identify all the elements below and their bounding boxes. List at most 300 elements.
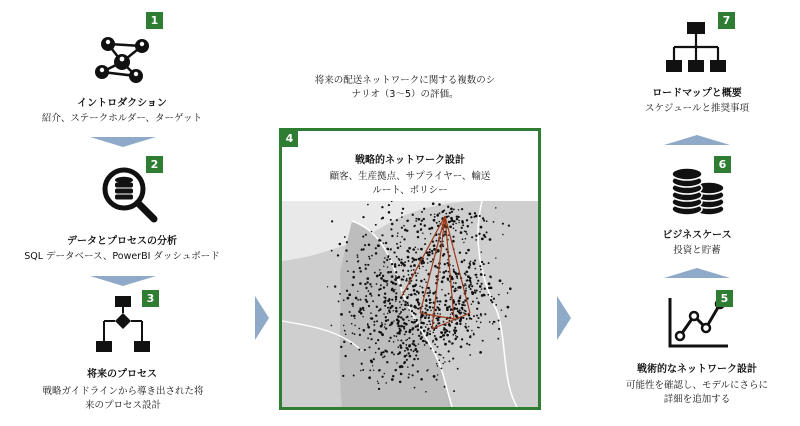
location-dot <box>465 287 467 289</box>
location-dot <box>402 319 404 321</box>
location-dot <box>426 258 428 260</box>
location-dot <box>418 335 420 337</box>
location-dot <box>406 316 408 318</box>
location-dot <box>391 305 394 308</box>
location-dot <box>476 321 478 323</box>
location-dot <box>414 225 416 227</box>
arrow-right-right <box>557 296 571 340</box>
location-dot <box>364 349 366 351</box>
location-dot <box>384 305 386 307</box>
location-dot <box>488 262 490 264</box>
location-dot <box>452 240 455 243</box>
location-dot <box>406 220 408 222</box>
location-dot <box>420 228 422 230</box>
location-dot <box>483 219 485 221</box>
location-dot <box>421 262 423 264</box>
location-dot <box>401 227 403 229</box>
location-dot <box>383 242 385 244</box>
hierarchy-icon <box>666 22 726 74</box>
location-dot <box>439 300 441 302</box>
location-dot <box>453 290 456 293</box>
location-dot <box>433 329 435 331</box>
intro-text-line1: 将来の配送ネットワークに関する複数のシ <box>314 75 496 86</box>
location-dot <box>429 323 431 325</box>
location-dot <box>439 212 441 214</box>
location-dot <box>415 294 416 295</box>
location-dot <box>397 235 399 237</box>
step-badge-7: 7 <box>718 12 735 29</box>
location-dot <box>359 307 361 309</box>
location-dot <box>400 373 403 376</box>
location-dot <box>446 334 449 337</box>
location-dot <box>461 338 463 340</box>
location-dot <box>390 248 392 250</box>
location-dot <box>369 283 371 285</box>
location-dot <box>418 308 420 310</box>
location-dot <box>435 351 437 353</box>
location-dot <box>451 211 453 213</box>
location-dot <box>476 314 478 316</box>
location-dot <box>489 275 491 277</box>
location-dot <box>461 208 463 210</box>
location-dot <box>432 341 434 343</box>
location-dot <box>454 288 456 290</box>
location-dot <box>433 219 436 222</box>
location-dot <box>422 340 424 342</box>
location-dot <box>378 388 380 390</box>
location-dot <box>412 285 415 288</box>
location-dot <box>342 375 344 377</box>
location-dot <box>428 251 431 254</box>
location-dot <box>367 337 369 339</box>
location-dot <box>400 325 403 328</box>
location-dot <box>372 365 373 366</box>
location-dot <box>363 309 365 311</box>
location-dot <box>428 228 431 231</box>
location-dot <box>368 346 370 348</box>
location-dot <box>463 242 464 243</box>
location-dot <box>413 312 415 314</box>
location-dot <box>382 217 385 220</box>
location-dot <box>455 335 456 336</box>
location-dot <box>373 324 375 326</box>
location-dot <box>413 358 415 360</box>
location-dot <box>385 327 387 329</box>
location-dot <box>424 243 426 245</box>
location-dot <box>352 332 354 334</box>
location-dot <box>403 300 405 302</box>
location-dot <box>401 265 403 267</box>
location-dot <box>437 346 439 348</box>
location-dot <box>491 301 493 303</box>
location-dot <box>465 274 467 276</box>
step-desc-1: 紹介、ステークホルダー、ターゲット <box>41 113 203 124</box>
location-dot <box>384 326 386 328</box>
location-dot <box>381 206 383 208</box>
location-dot <box>379 240 381 242</box>
location-dot <box>424 344 426 346</box>
location-dot <box>365 268 367 270</box>
location-dot <box>415 251 417 253</box>
location-dot <box>369 333 371 335</box>
location-dot <box>376 275 379 278</box>
location-dot <box>429 290 430 291</box>
location-dot <box>462 317 464 319</box>
location-dot <box>463 259 465 261</box>
location-dot <box>362 216 364 218</box>
location-dot <box>452 334 454 336</box>
network-icon <box>92 32 152 86</box>
location-dot <box>436 222 438 224</box>
location-dot <box>426 324 427 325</box>
location-dot <box>472 301 474 303</box>
location-dot <box>391 299 393 301</box>
location-dot <box>363 329 366 332</box>
location-dot <box>448 324 451 327</box>
location-dot <box>380 325 383 328</box>
location-dot <box>461 220 463 222</box>
step-badge-2: 2 <box>146 156 163 173</box>
location-dot <box>495 207 497 209</box>
arrow-up-6-7 <box>664 135 730 145</box>
location-dot <box>429 298 432 301</box>
location-dot <box>453 269 455 271</box>
location-dot <box>476 297 478 299</box>
location-dot <box>455 282 457 284</box>
location-dot <box>410 304 413 307</box>
location-dot <box>436 325 438 327</box>
location-dot <box>378 294 380 296</box>
location-dot <box>443 357 445 359</box>
step-badge-4: 4 <box>281 130 298 147</box>
location-dot <box>430 214 432 216</box>
location-dot <box>393 353 395 355</box>
location-dot <box>439 271 441 273</box>
location-dot <box>452 358 454 360</box>
location-dot <box>459 323 461 325</box>
location-dot <box>484 313 486 315</box>
location-dot <box>416 350 419 353</box>
location-dot <box>343 299 345 301</box>
location-dot <box>457 216 459 218</box>
location-dot <box>502 223 504 225</box>
location-dot <box>380 288 382 290</box>
location-dot <box>441 368 443 370</box>
arrow-down-2-3 <box>90 276 156 286</box>
location-dot <box>408 352 410 354</box>
location-dot <box>383 313 385 315</box>
location-dot <box>459 286 462 289</box>
location-dot <box>474 268 476 270</box>
location-dot <box>405 344 407 346</box>
location-dot <box>424 316 427 319</box>
location-dot <box>458 303 460 305</box>
location-dot <box>421 287 423 289</box>
location-dot <box>425 281 427 283</box>
location-dot <box>489 321 491 323</box>
location-dot <box>410 349 412 351</box>
location-dot <box>431 261 433 263</box>
location-dot <box>387 280 388 281</box>
location-dot <box>474 260 476 262</box>
location-dot <box>443 338 445 340</box>
location-dot <box>495 257 496 258</box>
location-dot <box>357 254 359 256</box>
location-dot <box>396 219 398 221</box>
location-dot <box>384 373 386 375</box>
location-dot <box>475 234 477 236</box>
location-dot <box>365 295 367 297</box>
location-dot <box>417 358 419 360</box>
location-dot <box>429 248 431 250</box>
location-dot <box>456 290 457 291</box>
location-dot <box>417 298 419 300</box>
location-dot <box>425 299 428 302</box>
step-desc-5-line2: 詳細を追加する <box>663 394 731 405</box>
location-dot <box>349 311 351 313</box>
location-dot <box>430 347 432 349</box>
location-dot <box>345 249 347 251</box>
location-dot <box>429 333 431 335</box>
location-dot <box>340 313 343 316</box>
location-dot <box>413 322 415 324</box>
location-dot <box>473 292 475 294</box>
location-dot <box>415 279 417 281</box>
location-dot <box>476 283 478 285</box>
location-dot <box>468 266 471 269</box>
step-title-7: ロードマップと概要 <box>652 88 742 99</box>
location-dot <box>370 312 372 314</box>
location-dot <box>423 218 425 220</box>
location-dot <box>459 309 461 311</box>
location-dot <box>478 233 480 235</box>
location-dot <box>355 297 358 300</box>
location-dot <box>388 309 390 311</box>
location-dot <box>403 264 406 267</box>
location-dot <box>343 341 345 343</box>
location-dot <box>427 329 429 331</box>
location-dot <box>443 321 445 323</box>
location-dot <box>474 291 476 293</box>
location-dot <box>399 381 402 384</box>
location-dot <box>404 308 406 310</box>
location-dot <box>401 236 403 238</box>
location-dot <box>421 220 423 222</box>
location-dot <box>399 365 402 368</box>
location-dot <box>453 227 455 229</box>
location-dot <box>474 212 476 214</box>
location-dot <box>448 305 450 307</box>
location-dot <box>390 271 392 273</box>
location-dot <box>473 216 475 218</box>
location-dot <box>386 285 388 287</box>
location-dot <box>468 344 470 346</box>
location-dot <box>466 233 468 235</box>
location-dot <box>478 327 480 329</box>
location-dot <box>495 304 497 306</box>
location-dot <box>397 232 399 234</box>
location-dot <box>351 315 353 317</box>
location-dot <box>417 329 419 331</box>
location-dot <box>446 308 449 311</box>
location-dot <box>507 292 509 294</box>
location-dot <box>376 306 378 308</box>
location-dot <box>354 325 356 327</box>
location-dot <box>471 304 472 305</box>
location-dot <box>358 328 360 330</box>
location-dot <box>393 310 395 312</box>
location-dot <box>477 280 479 282</box>
location-dot <box>440 241 442 243</box>
location-dot <box>383 266 384 267</box>
location-dot <box>366 277 369 280</box>
location-dot <box>476 308 478 310</box>
location-dot <box>493 221 495 223</box>
location-dot <box>412 248 415 251</box>
location-dot <box>453 220 455 222</box>
location-dot <box>415 348 418 351</box>
location-dot <box>430 233 432 235</box>
location-dot <box>385 382 387 384</box>
location-dot <box>468 326 469 327</box>
location-dot <box>458 220 460 222</box>
location-dot <box>479 351 482 354</box>
location-dot <box>393 320 395 322</box>
location-dot <box>395 272 397 274</box>
location-dot <box>456 336 458 338</box>
location-dot <box>437 249 440 252</box>
location-dot <box>395 275 397 277</box>
step-desc-3-line2: 来のプロセス設計 <box>84 400 161 411</box>
location-dot <box>406 354 408 356</box>
location-dot <box>401 278 403 280</box>
location-dot <box>395 298 397 300</box>
location-dot <box>465 327 467 329</box>
location-dot <box>397 276 400 279</box>
location-dot <box>430 310 432 312</box>
location-dot <box>408 247 411 250</box>
location-dot <box>426 292 428 294</box>
location-dot <box>422 315 424 317</box>
location-dot <box>444 343 447 346</box>
location-dot <box>368 244 371 247</box>
location-dot <box>419 285 420 286</box>
location-dot <box>413 306 416 309</box>
location-dot <box>344 330 346 332</box>
location-dot <box>391 235 393 237</box>
location-dot <box>401 212 403 214</box>
location-dot <box>459 320 462 323</box>
location-dot <box>331 325 333 327</box>
location-dot <box>400 316 402 318</box>
location-dot <box>377 339 379 341</box>
location-dot <box>429 261 430 262</box>
location-dot <box>403 225 405 227</box>
location-dot <box>419 268 420 269</box>
location-dot <box>403 328 405 330</box>
location-dot <box>368 376 371 379</box>
location-dot <box>456 218 458 220</box>
location-dot <box>348 293 351 296</box>
location-dot <box>489 238 492 241</box>
location-dot <box>415 284 417 286</box>
location-dot <box>439 313 441 315</box>
location-dot <box>466 329 468 331</box>
location-dot <box>469 354 471 356</box>
location-dot <box>444 304 446 306</box>
location-dot <box>448 350 450 352</box>
location-dot <box>368 290 370 292</box>
location-dot <box>425 342 428 345</box>
location-dot <box>420 378 423 381</box>
location-dot <box>347 297 350 300</box>
location-dot <box>399 301 401 303</box>
location-dot <box>449 323 450 324</box>
location-dot <box>377 381 378 382</box>
location-dot <box>401 259 403 261</box>
location-dot <box>417 324 418 325</box>
location-dot <box>437 307 439 309</box>
location-dot <box>408 294 409 295</box>
location-dot <box>460 311 462 313</box>
location-dot <box>471 236 473 238</box>
location-dot <box>392 289 394 291</box>
location-dot <box>462 224 464 226</box>
location-dot <box>444 294 446 296</box>
location-dot <box>488 287 490 289</box>
location-dot <box>487 294 489 296</box>
location-dot <box>387 257 389 259</box>
location-dot <box>434 335 436 337</box>
location-dot <box>474 289 476 291</box>
location-dot <box>407 348 409 350</box>
location-dot <box>457 277 459 279</box>
location-dot <box>416 230 419 233</box>
location-dot <box>486 231 488 233</box>
location-dot <box>359 267 361 269</box>
location-dot <box>357 256 359 258</box>
location-dot <box>384 292 386 294</box>
location-dot <box>434 216 436 218</box>
step-desc-6: 投資と貯蓄 <box>673 245 721 256</box>
location-dot <box>352 276 355 279</box>
location-dot <box>403 362 405 364</box>
location-dot <box>346 241 348 243</box>
location-dot <box>412 214 414 216</box>
location-dot <box>408 309 409 310</box>
location-dot <box>385 316 387 318</box>
step-desc-7: スケジュールと推奨事項 <box>645 103 749 114</box>
location-dot <box>406 302 408 304</box>
location-dot <box>401 216 403 218</box>
location-dot <box>339 293 341 295</box>
location-dot <box>438 354 440 356</box>
location-dot <box>368 305 370 307</box>
step-title-1: イントロダクション <box>77 98 167 109</box>
location-dot <box>453 208 455 210</box>
location-dot <box>420 321 423 324</box>
location-dot <box>393 335 395 337</box>
step-desc-5-line1: 可能性を確認し、モデルにさらに <box>625 380 769 391</box>
step-title-2: データとプロセスの分析 <box>67 236 177 247</box>
location-dot <box>453 282 455 284</box>
location-dot <box>442 334 444 336</box>
location-dot <box>388 211 391 214</box>
location-dot <box>462 304 464 306</box>
location-dot <box>396 243 398 245</box>
location-dot <box>368 256 370 258</box>
location-dot <box>375 224 377 226</box>
